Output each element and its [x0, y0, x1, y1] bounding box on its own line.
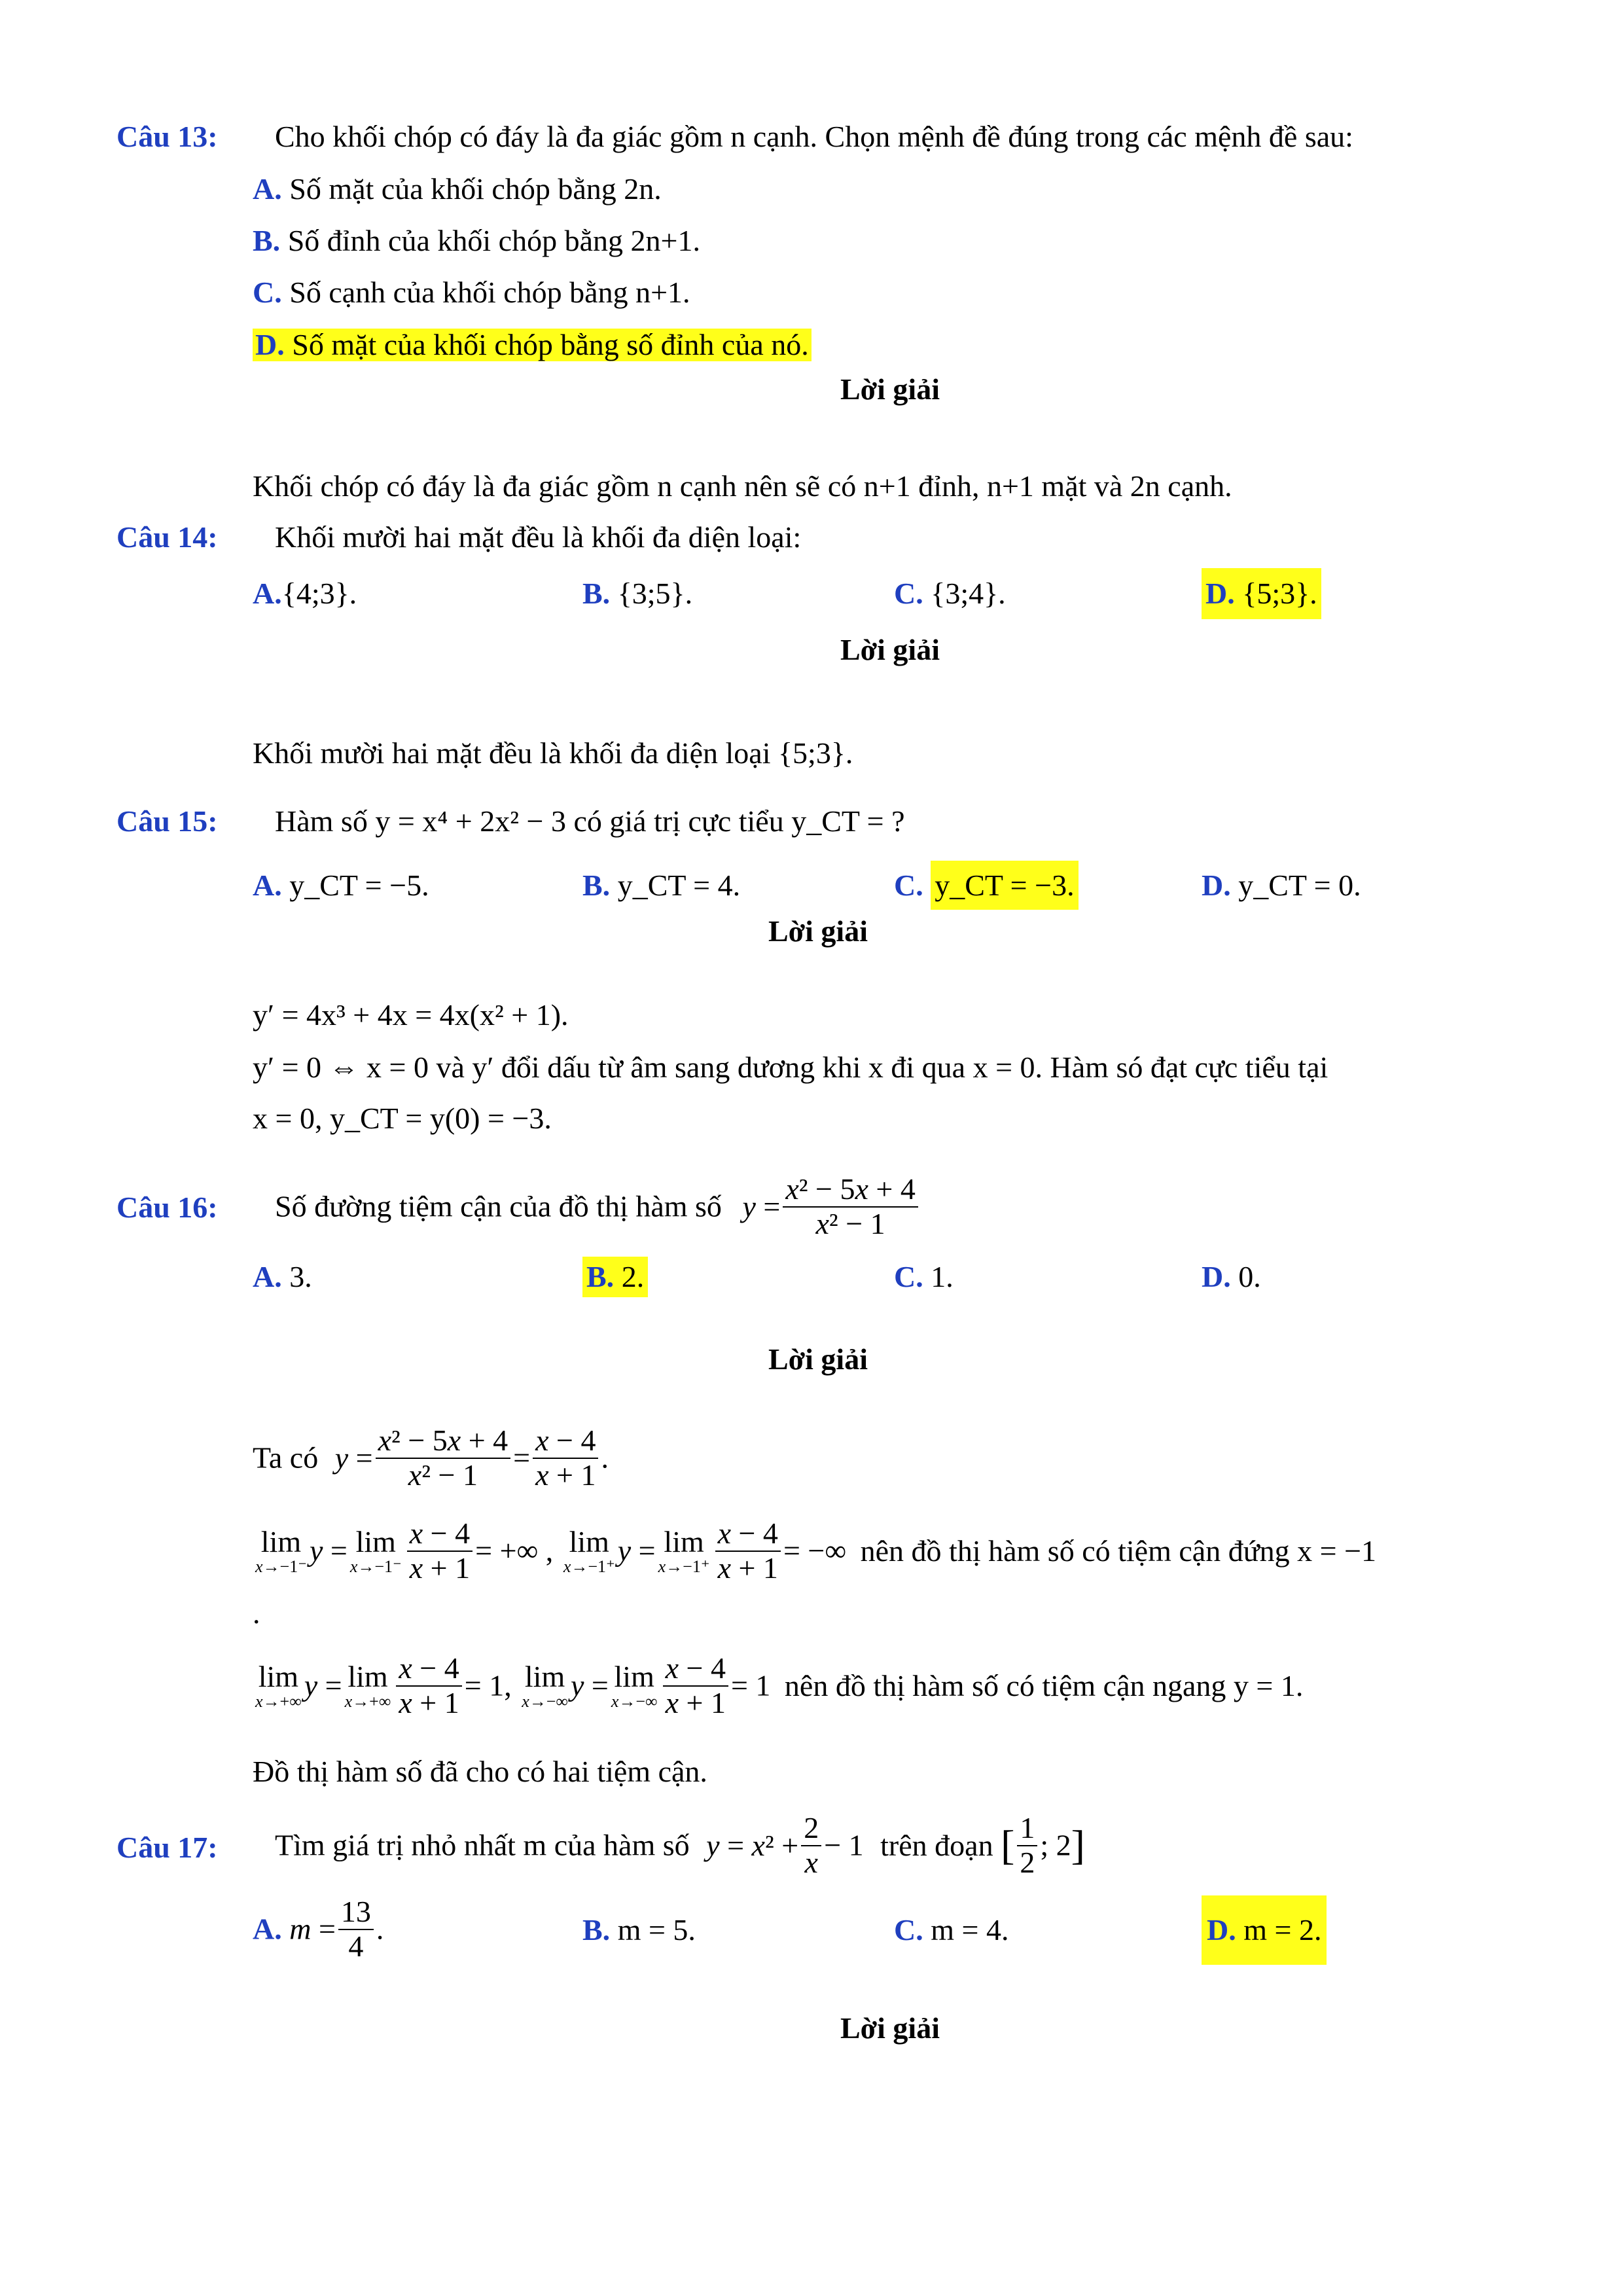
- q16-solution-horizontal-asymptote: [253, 1652, 1303, 1719]
- limit-value: = 1: [730, 1668, 771, 1702]
- option-text: 1.: [931, 1260, 954, 1293]
- q14-solution: Khối mười hai mặt đều là khối đa diện loại {5;3}.: [253, 736, 853, 770]
- limit-5: lim x→+∞: [255, 1659, 302, 1712]
- eq-lhs: y =: [334, 1441, 373, 1475]
- q16-label: Câu 16:: [116, 1191, 218, 1224]
- q15-stem: Hàm số y = x⁴ + 2x² − 3 có giá trị cực tiểu y_CT = ?: [275, 804, 905, 838]
- q15-solution-line1: y′ = 4x³ + 4x = 4x(x² + 1).: [253, 998, 569, 1031]
- q13-option-d-correct: [253, 329, 812, 361]
- q17-option-b: [582, 1915, 696, 1945]
- q17-solution-heading: Lời giải: [840, 2011, 940, 2045]
- q16-option-b-correct: [582, 1257, 648, 1297]
- period: .: [376, 1912, 384, 1946]
- limit-value: = −∞: [783, 1534, 847, 1568]
- q13-stem: Cho khối chóp có đáy là đa giác gồm n cạnh. Chọn mệnh đề đúng trong các mệnh đề sau:: [275, 120, 1353, 153]
- period: .: [601, 1441, 609, 1475]
- limit-expr: y =: [304, 1668, 342, 1702]
- option-letter: C.: [894, 577, 923, 610]
- q15-solution-line2: y′ = 0 ⇔ x = 0 và y′ đổi dấu từ âm sang dương khi x đi qua x = 0. Hàm só đạt cực tiểu tại: [253, 1050, 1329, 1084]
- ta-co-text: Ta có: [253, 1441, 319, 1475]
- fraction: $\frac{x - 4}{x + 1}$: [407, 1517, 473, 1585]
- q16-option-d: [1202, 1262, 1261, 1292]
- q16-solution-heading: Lời giải: [768, 1342, 868, 1376]
- option-letter: C.: [894, 1913, 923, 1946]
- q13-label: Câu 13:: [116, 120, 218, 153]
- q15-option-d: [1202, 870, 1361, 901]
- option-letter: A.: [253, 577, 282, 610]
- limit-1: lim x→−1⁻: [255, 1524, 307, 1577]
- q14-option-d-correct: [1202, 568, 1321, 619]
- option-letter: D.: [1207, 1913, 1236, 1946]
- fraction-half: $\frac{1}{2}$: [1017, 1812, 1037, 1879]
- limit-expr: y =: [617, 1534, 656, 1568]
- option-text: m = 2.: [1243, 1913, 1322, 1946]
- q15-option-c: [894, 870, 1079, 901]
- limit-6: lim x→+∞: [344, 1659, 391, 1712]
- q16-option-c: [894, 1262, 954, 1292]
- q17-stem-end: trên đoạn: [880, 1828, 993, 1862]
- limit-value: = +∞ ,: [475, 1534, 554, 1568]
- q16-function: y =: [742, 1189, 781, 1223]
- q14-stem: Khối mười hai mặt đều là khối đa diện loại:: [275, 520, 802, 554]
- q13-option-b: [253, 226, 700, 256]
- option-text: m = 4.: [931, 1913, 1009, 1946]
- q16-option-a: [253, 1262, 312, 1292]
- option-text: {3;4}.: [931, 577, 1006, 610]
- q16-solution-conclusion: Đồ thị hàm số đã cho có hai tiệm cận.: [253, 1755, 707, 1788]
- minus-one: − 1: [824, 1828, 864, 1862]
- fraction-13-over-4: $\frac{13}{4}$: [338, 1895, 374, 1963]
- option-letter: B.: [582, 1913, 611, 1946]
- q13-solution-heading: Lời giải: [840, 372, 940, 406]
- option-text: m = 5.: [617, 1913, 696, 1946]
- interval-end: ; 2: [1040, 1828, 1071, 1862]
- q15-label: Câu 15:: [116, 804, 218, 838]
- option-letter: D.: [1202, 1260, 1231, 1293]
- fraction-2-over-x: $\frac{2}{x}$: [801, 1812, 821, 1879]
- q13-solution: Khối chóp có đáy là đa giác gồm n cạnh nên sẽ có n+1 đỉnh, n+1 mặt và 2n cạnh.: [253, 469, 1232, 503]
- option-letter: B.: [582, 869, 611, 902]
- option-text: 2.: [621, 1260, 645, 1293]
- option-letter: C.: [253, 276, 282, 309]
- option-text: {5;3}.: [1242, 577, 1317, 610]
- fraction: $\frac{x - 4}{x + 1}$: [396, 1652, 461, 1719]
- q16-stem-line: [275, 1173, 921, 1240]
- limit-expr: y =: [309, 1534, 348, 1568]
- fraction-2: $\frac{x - 4}{x + 1}$: [533, 1424, 598, 1492]
- fraction: $\frac{x - 4}{x + 1}$: [663, 1652, 728, 1719]
- q17-stem: Tìm giá trị nhỏ nhất m của hàm số: [275, 1828, 690, 1862]
- vertical-asymptote-text: nên đồ thị hàm số có tiệm cận đứng x = −1: [860, 1534, 1377, 1568]
- option-letter: A.: [253, 869, 282, 902]
- q17-label: Câu 17:: [116, 1831, 218, 1864]
- left-bracket: [: [1001, 1821, 1015, 1869]
- fraction-1: $\frac{\text{x² − 5x + 4}}{\text{x² − 1}}$: [376, 1424, 511, 1492]
- q17-option-a: [253, 1895, 383, 1963]
- limit-7: lim x→−∞: [522, 1659, 568, 1712]
- option-text: 3.: [289, 1260, 312, 1293]
- q13-option-c: [253, 278, 690, 308]
- option-text: y_CT = −5.: [289, 869, 429, 902]
- q16-fraction: $\frac{\text{x² − 5x + 4}}{\text{x² − 1}}$: [783, 1173, 918, 1240]
- option-text: {3;5}.: [617, 577, 693, 610]
- q15-option-a: [253, 870, 429, 901]
- option-letter: D.: [255, 328, 285, 361]
- option-expr: m =: [289, 1912, 336, 1946]
- q16-solution-vertical-asymptote: [253, 1517, 1376, 1585]
- q17-function: y = x² +: [706, 1828, 799, 1862]
- q14-label: Câu 14:: [116, 520, 218, 554]
- q15-option-b: [582, 870, 740, 901]
- option-text: y_CT = 4.: [617, 869, 741, 902]
- equals-sign: =: [513, 1441, 531, 1475]
- option-letter: A.: [253, 1912, 282, 1946]
- q15-solution-line3: x = 0, y_CT = y(0) = −3.: [253, 1102, 552, 1135]
- option-text: {4;3}.: [281, 577, 357, 610]
- option-text: Số mặt của khối chóp bằng số đỉnh của nó.: [292, 328, 809, 361]
- limit-8: lim x→−∞: [611, 1659, 658, 1712]
- option-letter: A.: [253, 1260, 282, 1293]
- q13-option-a: [253, 174, 662, 204]
- option-letter: C.: [894, 869, 923, 902]
- limit-4: lim x→−1⁺: [658, 1524, 710, 1577]
- q16-solution-taco: [253, 1424, 609, 1492]
- option-letter: D.: [1205, 577, 1235, 610]
- option-text: Số đỉnh của khối chóp bằng 2n+1.: [287, 224, 700, 257]
- horizontal-asymptote-text: nên đồ thị hàm số có tiệm cận ngang y = 1.: [784, 1668, 1304, 1702]
- option-text-highlight: y_CT = −3.: [931, 861, 1078, 910]
- q16-trailing-dot: .: [253, 1596, 260, 1630]
- option-letter: B.: [586, 1260, 615, 1293]
- option-letter: A.: [253, 172, 282, 206]
- q16-stem: Số đường tiệm cận của đồ thị hàm số: [275, 1189, 722, 1223]
- q17-option-d-correct: [1202, 1895, 1327, 1965]
- option-letter: B.: [253, 224, 281, 257]
- limit-3: lim x→−1⁺: [563, 1524, 615, 1577]
- q17-stem-line: [275, 1812, 1085, 1879]
- q14-option-a: [253, 579, 357, 609]
- q14-option-b: [582, 579, 692, 609]
- q14-option-c: [894, 579, 1006, 609]
- option-text: y_CT = 0.: [1238, 869, 1361, 902]
- option-letter: B.: [582, 577, 611, 610]
- q17-option-c: [894, 1915, 1008, 1945]
- limit-expr: y =: [570, 1668, 609, 1702]
- limit-2: lim x→−1⁻: [349, 1524, 402, 1577]
- q14-solution-heading: Lời giải: [840, 633, 940, 666]
- option-text: Số cạnh của khối chóp bằng n+1.: [289, 276, 690, 309]
- fraction: $\frac{x - 4}{x + 1}$: [715, 1517, 781, 1585]
- option-text: Số mặt của khối chóp bằng 2n.: [289, 172, 662, 206]
- q15-solution-heading: Lời giải: [768, 914, 868, 948]
- option-text: 0.: [1238, 1260, 1261, 1293]
- right-bracket: ]: [1071, 1821, 1085, 1869]
- option-letter: C.: [894, 1260, 923, 1293]
- option-letter: D.: [1202, 869, 1231, 902]
- limit-value: = 1,: [464, 1668, 512, 1702]
